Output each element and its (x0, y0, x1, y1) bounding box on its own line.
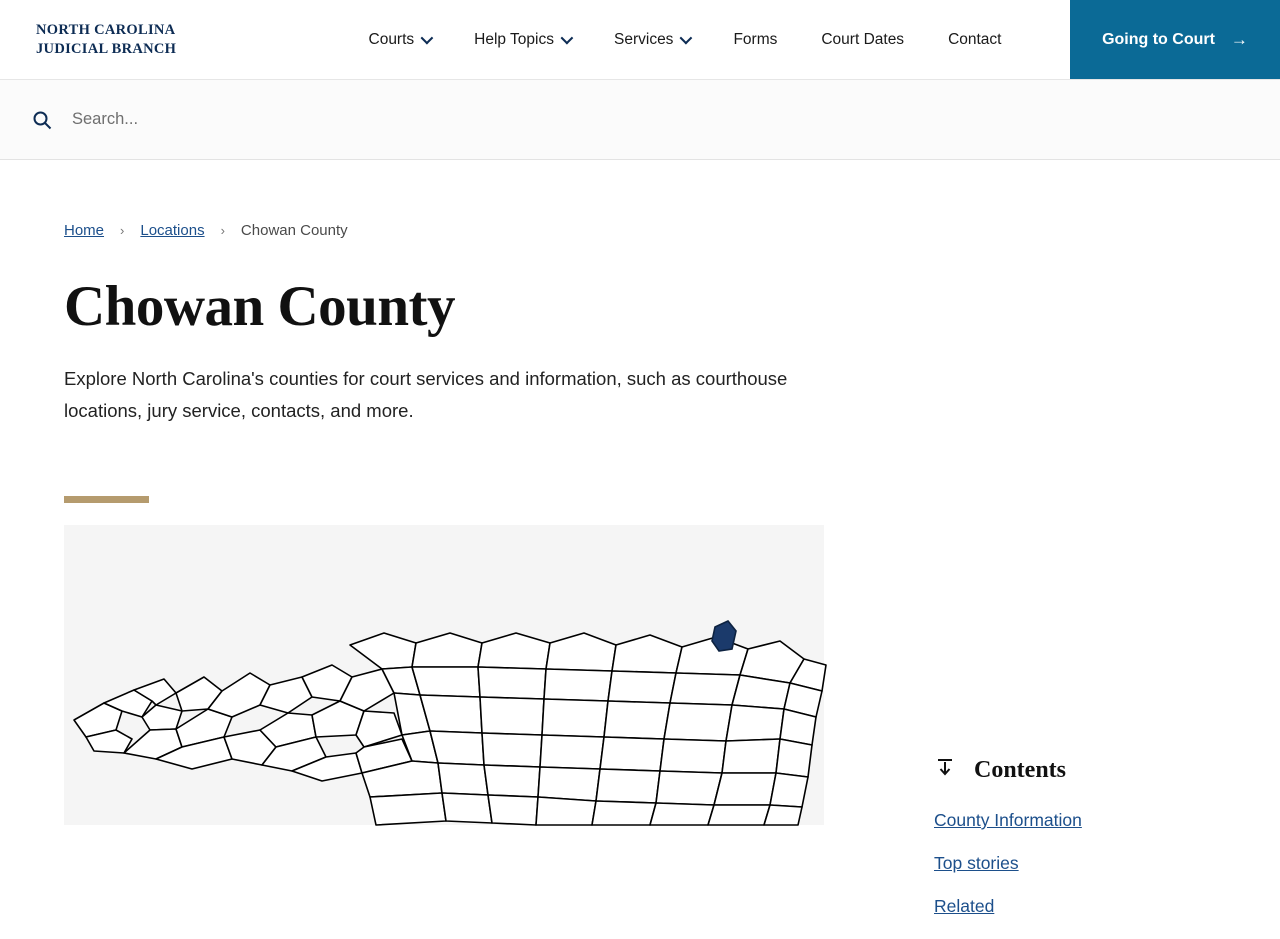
nav-item-label: Contact (948, 30, 1002, 48)
main-navigation (300, 0, 1070, 79)
breadcrumb (0, 160, 1280, 239)
contents-link-related[interactable]: Related (934, 896, 995, 916)
list-item (934, 853, 1280, 874)
nav-item-label: Services (614, 30, 674, 48)
nav-item-courts[interactable] (347, 0, 453, 80)
jump-to-icon (934, 757, 956, 784)
logo-line-2: JUDICIAL BRANCH (36, 40, 177, 57)
chevron-down-icon (561, 32, 574, 45)
chevron-down-icon (680, 32, 693, 45)
search-input[interactable] (62, 109, 1280, 130)
main-column (0, 239, 880, 939)
logo-text (36, 21, 176, 58)
section-divider (64, 496, 149, 503)
nav-item-label: Help Topics (474, 30, 554, 48)
nav-item-label: Court Dates (821, 30, 905, 48)
cta-label: Going to Court (1102, 30, 1215, 48)
list-item (934, 810, 1280, 831)
nav-item-forms[interactable] (711, 0, 799, 80)
breadcrumb-item-home[interactable]: Home (64, 222, 105, 239)
page-intro: Explore North Carolina's counties for court services and information, such as courthouse locations, jury service, contacts, and more. (64, 367, 788, 421)
breadcrumb-separator: › (220, 223, 225, 238)
side-column (880, 239, 1280, 939)
nav-item-help-topics[interactable] (452, 0, 592, 80)
contents-link-county-information[interactable]: County Information (934, 810, 1082, 830)
page-content (0, 239, 1280, 939)
county-map[interactable] (64, 525, 824, 825)
contents-link-top-stories[interactable]: Top stories (934, 853, 1019, 873)
breadcrumb-item-current: Chowan County (240, 222, 348, 239)
site-header (0, 0, 1280, 80)
contents-list (934, 810, 1280, 917)
nav-item-contact[interactable] (926, 0, 1023, 80)
page-title: Chowan County (64, 275, 456, 338)
breadcrumb-item-locations[interactable]: Locations (140, 222, 205, 239)
nav-item-court-dates[interactable] (799, 0, 926, 80)
contents-header (934, 757, 1280, 784)
contents-title: Contents (974, 757, 1067, 783)
nav-item-label: Courts (368, 30, 415, 48)
nav-item-services[interactable] (592, 0, 711, 80)
site-logo[interactable] (0, 0, 300, 79)
logo-line-1: NORTH CAROLINA (36, 21, 176, 38)
search-bar (0, 80, 1280, 160)
search-icon[interactable] (22, 110, 62, 130)
breadcrumb-separator: › (120, 223, 125, 238)
chevron-down-icon (421, 32, 434, 45)
nav-item-label: Forms (733, 30, 778, 48)
arrow-right-icon: → (1230, 30, 1248, 49)
going-to-court-button[interactable] (1070, 0, 1280, 79)
list-item (934, 896, 1280, 917)
